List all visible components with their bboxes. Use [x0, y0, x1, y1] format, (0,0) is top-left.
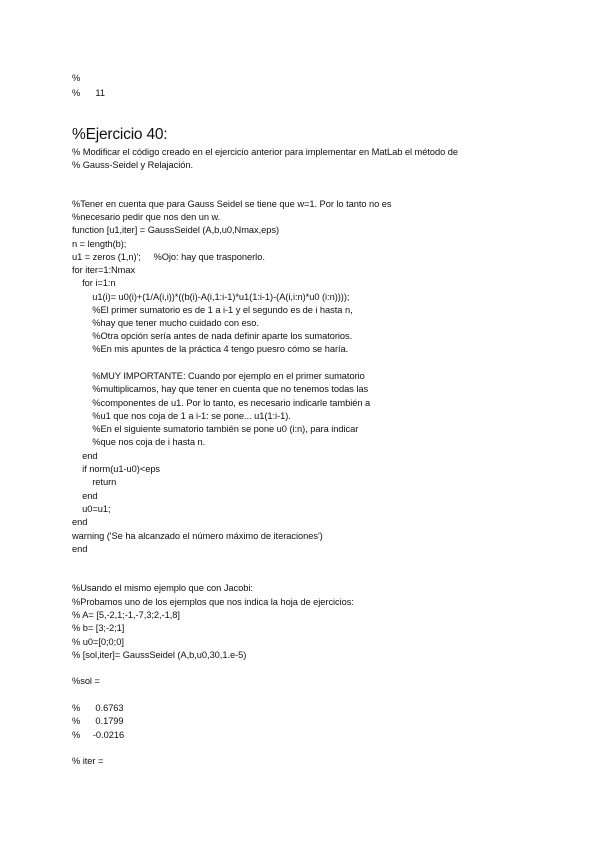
code-line: end: [72, 451, 98, 461]
comment-line: % 11: [72, 88, 105, 98]
statement-line: % Modificar el código creado en el ejercicio anterior para implementar en MatLab el método de: [72, 147, 459, 157]
example-line: % [sol,iter]= GaussSeidel (A,b,u0,30,1.e-5): [72, 650, 247, 660]
code-line: u1(i)= u0(i)+(1/A(i,i))*((b(i)-A(i,1:i-1)*u1(1:i-1)-(A(i,i:n)*u0 (i:n))));: [72, 292, 350, 302]
code-line: for i=1:n: [72, 278, 116, 288]
code-line: %MUY IMPORTANTE: Cuando por ejemplo en el primer sumatorio: [72, 371, 365, 381]
code-line: warning ('Se ha alcanzado el número máximo de iteraciones'): [72, 531, 323, 541]
sol-value: % -0.0216: [72, 730, 125, 740]
code-line: for iter=1:Nmax: [72, 265, 136, 275]
code-line: end: [72, 544, 88, 554]
code-line: end: [72, 491, 98, 501]
code-line: %En el siguiente sumatorio también se pone u0 (i:n), para indicar: [72, 424, 359, 434]
example-line: % u0=[0;0;0]: [72, 637, 124, 647]
iter-label: % iter =: [72, 756, 104, 766]
code-line: %Otra opción sería antes de nada definir aparte los sumatorios.: [72, 331, 353, 341]
code-line: %En mis apuntes de la práctica 4 tengo puesro cómo se haría.: [72, 344, 349, 354]
exercise-title: %Ejercicio 40:: [72, 126, 168, 143]
code-line: %u1 que nos coja de 1 a i-1: se pone... u1(1:i-1).: [72, 411, 291, 421]
sol-value: % 0.6763: [72, 703, 124, 713]
code-line: %necesario pedir que nos den un w.: [72, 212, 221, 222]
code-line: function [u1,iter] = GaussSeidel (A,b,u0,Nmax,eps): [72, 225, 280, 235]
code-line: %hay que tener mucho cuidado con eso.: [72, 318, 259, 328]
code-line: end: [72, 517, 88, 527]
code-line: %componentes de u1. Por lo tanto, es necesario indicarle también a: [72, 398, 371, 408]
code-line: u0=u1;: [72, 504, 111, 514]
code-line: %Tener en cuenta que para Gauss Seidel se tiene que w=1. Por lo tanto no es: [72, 199, 392, 209]
code-line: n = length(b);: [72, 239, 127, 249]
code-line: u1 = zeros (1,n)'; %Ojo: hay que trasponerlo.: [72, 252, 265, 262]
statement-line: % Gauss-Seidel y Relajación.: [72, 160, 194, 170]
comment-line: %: [72, 73, 81, 83]
sol-value: % 0.1799: [72, 716, 124, 726]
example-line: %Probamos uno de los ejemplos que nos indica la hoja de ejercicios:: [72, 597, 354, 607]
sol-label: %sol =: [72, 676, 100, 686]
code-line: if norm(u1-u0)<eps: [72, 464, 161, 474]
example-line: % A= [5,-2,1;-1,-7,3;2,-1,8]: [72, 610, 180, 620]
example-line: %Usando el mismo ejemplo que con Jacobi:: [72, 583, 253, 593]
code-line: %El primer sumatorio es de 1 a i-1 y el segundo es de i hasta n,: [72, 305, 353, 315]
code-line: return: [72, 477, 117, 487]
example-line: % b= [3;-2;1]: [72, 623, 125, 633]
code-line: %que nos coja de i hasta n.: [72, 437, 206, 447]
code-line: %multiplicamos, hay que tener en cuenta que no tenemos todas las: [72, 384, 369, 394]
